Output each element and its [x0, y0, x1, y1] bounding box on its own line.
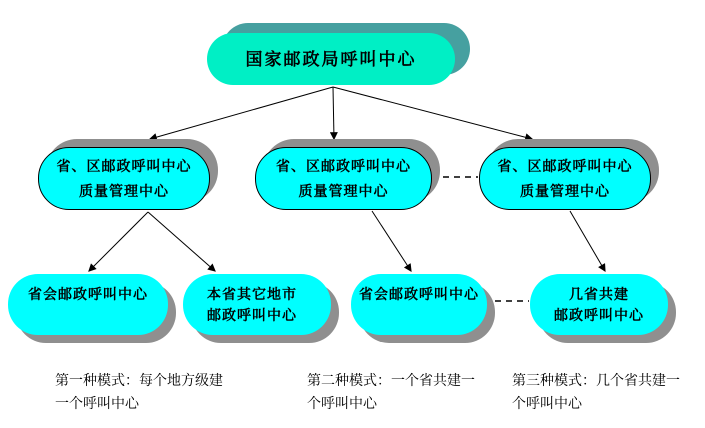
node-label-line1: 省、区邮政呼叫中心 [497, 157, 633, 174]
caption-line2: 一个呼叫中心 [55, 395, 139, 411]
caption-line2: 个呼叫中心 [512, 395, 582, 411]
caption-line1: 第二种模式：一个省共建一 [307, 372, 475, 388]
caption-line1: 第三种模式：几个省共建一 [512, 372, 680, 388]
node-label: 国家邮政局呼叫中心 [245, 49, 417, 69]
caption-mode-3 [512, 369, 680, 415]
caption-mode-1 [55, 369, 223, 415]
node-other-city-call-center [183, 274, 331, 335]
caption-line2: 个呼叫中心 [307, 395, 377, 411]
node-label-line1: 省、区邮政呼叫中心 [56, 157, 192, 174]
node-capital-call-center-1 [8, 274, 168, 335]
edge-root-to-right [333, 87, 532, 139]
edge-left-to-capital [89, 212, 148, 271]
node-label-line2: 质量管理中心 [79, 182, 169, 199]
node-label-line2: 邮政呼叫中心 [554, 307, 644, 323]
edge-mid-to-capital [372, 211, 411, 271]
node-label-line1: 省会邮政呼叫中心 [28, 286, 148, 302]
node-multi-province-call-center [530, 274, 668, 335]
node-label-line1: 省会邮政呼叫中心 [359, 286, 479, 302]
node-national-call-center [207, 33, 455, 85]
node-province-center-left [38, 147, 210, 210]
caption-mode-2 [307, 369, 475, 415]
edge-root-to-left [150, 87, 333, 139]
node-capital-call-center-2 [351, 274, 487, 335]
node-label-line1: 本省其它地市 [207, 286, 297, 302]
node-province-center-middle [255, 147, 432, 210]
node-province-center-right [479, 147, 651, 210]
node-label-line1: 几省共建 [569, 286, 629, 302]
edge-left-to-othercity [148, 212, 215, 271]
node-label-line1: 省、区邮政呼叫中心 [276, 157, 411, 174]
node-label-line2: 邮政呼叫中心 [207, 307, 297, 323]
node-label-line2: 质量管理中心 [520, 182, 610, 199]
edge-root-to-mid [333, 87, 334, 139]
node-label-line2: 质量管理中心 [298, 182, 389, 199]
caption-line1: 第一种模式：每个地方级建 [55, 372, 223, 388]
edge-right-to-shared [570, 211, 605, 271]
